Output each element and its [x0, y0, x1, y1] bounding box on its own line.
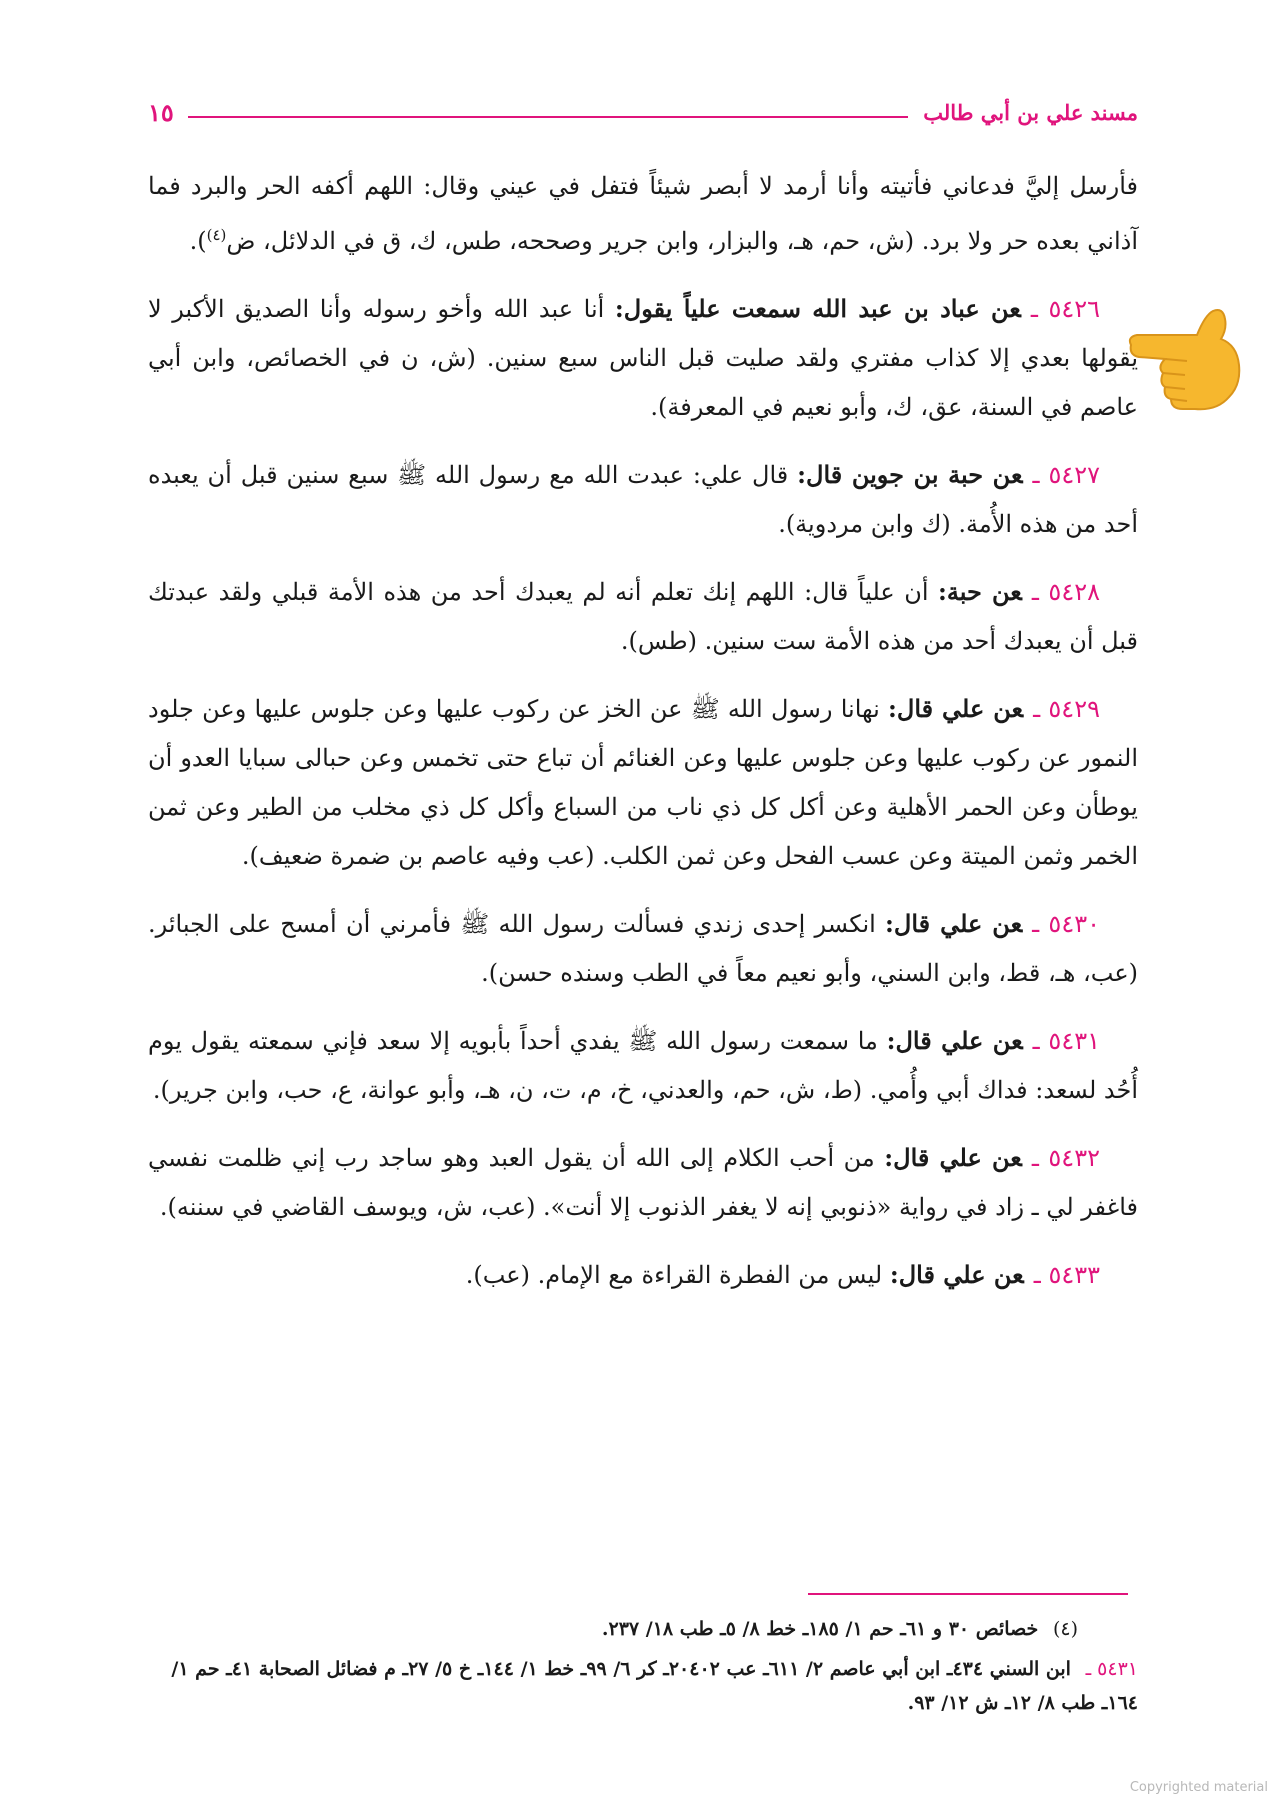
footnote-item: [148, 1612, 1138, 1646]
hadith-text: ليس من الفطرة القراءة مع الإمام. (عب).: [465, 1261, 883, 1289]
hadith-5430: [148, 899, 1138, 998]
hadith-text: نهانا رسول الله ﷺ عن الخز عن ركوب عليها وعن جلوس عليها وعن جلود النمور عن ركوب عليها وعن جلوس عليها وعن الغنائم أن تباع حتى تخمس وعن حبالى سبايا العدو أن يوطأن وعن الحمر الأهلية وعن أكل كل ذي ناب من السباع وأكل كل ذي مخلب من الطير وعن ثمن الخمر وثمن الميتة وعن عسب الفحل وعن ثمن الكلب. (عب وفيه عاصم بن ضمرة ضعيف).: [148, 695, 1138, 870]
hadith-5426: [148, 284, 1138, 432]
header-rule: [188, 116, 908, 118]
footnote-ref: (٤): [206, 226, 227, 244]
footnote-label: (٤): [1052, 1618, 1078, 1640]
hadith-narrator: عن علي قال:: [885, 909, 1023, 938]
hadith-number: ٥٤٢٧ ـ: [1032, 461, 1100, 489]
hadith-text: أنا عبد الله وأخو رسوله وأنا الصديق الأكبر لا يقولها بعدي إلا كذاب مفتري ولقد صليت قبل الناس سبع سنين. (ش، ن في الخصائص، وابن أبي عاصم في السنة، عق، ك، وأبو نعيم في المعرفة).: [148, 295, 1138, 421]
hadith-text: انكسر إحدى زندي فسألت رسول الله ﷺ فأمرني أن أمسح على الجبائر. (عب، هـ، قط، وابن السني، وأبو نعيم معاً في الطب وسنده حسن).: [148, 910, 1138, 987]
hadith-narrator: عن حبة:: [938, 577, 1022, 606]
footnote-text: ابن السني ٤٣٤ـ ابن أبي عاصم ٢/ ٦١١ـ عب ٢٠٤٠٢ـ كر ٦/ ٩٩ـ خط ١/ ١٤٤ـ خ ٥/ ٢٧ـ م فضائل الصحابة ٤١ـ حم ١/ ١٦٤ـ طب ٨/ ١٢ـ ش ١٢/ ٩٣.: [171, 1658, 1138, 1714]
footnote-label: ٥٤٣١ ـ: [1085, 1658, 1138, 1680]
hadith-5428: [148, 567, 1138, 666]
hadith-text: ما سمعت رسول الله ﷺ يفدي أحداً بأبويه إلا سعد فإني سمعته يقول يوم أُحُد لسعد: فداك أبي وأُمي. (ط، ش، حم، والعدني، خ، م، ت، ن، هـ، وأبو عوانة، ع، حب، وابن جرير).: [148, 1027, 1138, 1104]
hadith-5427: [148, 450, 1138, 549]
hadith-5432: [148, 1133, 1138, 1232]
header-title: مسند علي بن أبي طالب: [923, 100, 1138, 125]
hadith-narrator: عن علي قال:: [886, 1026, 1023, 1055]
hadith-number: ٥٤٣٠ ـ: [1032, 910, 1100, 938]
hadith-5433: [148, 1250, 1138, 1300]
paragraph-tail: ).: [189, 227, 207, 255]
hadith-5429: [148, 684, 1138, 881]
hadith-text: قال علي: عبدت الله مع رسول الله ﷺ سبع سنين قبل أن يعبده أحد من هذه الأُمة. (ك وابن مردوية).: [148, 461, 1138, 538]
hadith-narrator: عن حبة بن جوين قال:: [797, 460, 1023, 489]
copyright-watermark: Copyrighted material: [1129, 1780, 1268, 1795]
hadith-number: ٥٤٢٩ ـ: [1033, 695, 1100, 723]
pointing-hand-icon: [1125, 305, 1245, 425]
paragraph-text: فأرسل إليَّ فدعاني فأتيته وأنا أرمد لا أبصر شيئاً فتفل في عيني وقال: اللهم أكفه الحر والبرد فما آذاني بعده حر ولا برد. (ش، حم، هـ، والبزار، وابن جرير وصححه، طس، ك، ق في الدلائل، ض: [148, 172, 1138, 255]
hadith-text: من أحب الكلام إلى الله أن يقول العبد وهو ساجد رب إني ظلمت نفسي فاغفر لي ـ زاد في رواية «ذنوبي إنه لا يغفر الذنوب إلا أنت». (عب، ش، ويوسف القاضي في سننه).: [148, 1144, 1138, 1221]
hadith-narrator: عن علي قال:: [888, 694, 1024, 723]
page-number: ١٥: [148, 98, 174, 127]
hadith-text: أن علياً قال: اللهم إنك تعلم أنه لم يعبدك أحد من هذه الأمة قبلي ولقد عبدتك قبل أن يعبدك أحد من هذه الأمة ست سنين. (طس).: [148, 578, 1138, 655]
hadith-5431: [148, 1016, 1138, 1115]
footnote-rule: [808, 1593, 1128, 1595]
footnotes: [148, 1612, 1138, 1726]
hadith-narrator: عن علي قال:: [889, 1260, 1024, 1289]
hadith-number: ٥٤٣٣ ـ: [1033, 1261, 1100, 1289]
hadith-number: ٥٤٢٦ ـ: [1030, 295, 1101, 323]
footnote-text: خصائص ٣٠ و ٦١ـ حم ١/ ١٨٥ـ خط ٨/ ٥ـ طب ١٨/ ٢٣٧.: [601, 1618, 1039, 1640]
hadith-number: ٥٤٢٨ ـ: [1031, 578, 1100, 606]
hadith-narrator: عن عباد بن عبد الله سمعت علياً يقول:: [614, 294, 1021, 323]
hadith-number: ٥٤٣١ ـ: [1032, 1027, 1100, 1055]
paragraph-continuation: [148, 162, 1138, 266]
footnote-item: [148, 1652, 1138, 1720]
page-header: [148, 100, 1138, 134]
hadith-number: ٥٤٣٢ ـ: [1031, 1144, 1100, 1172]
hadith-narrator: عن علي قال:: [884, 1143, 1022, 1172]
main-text: [148, 162, 1138, 1318]
